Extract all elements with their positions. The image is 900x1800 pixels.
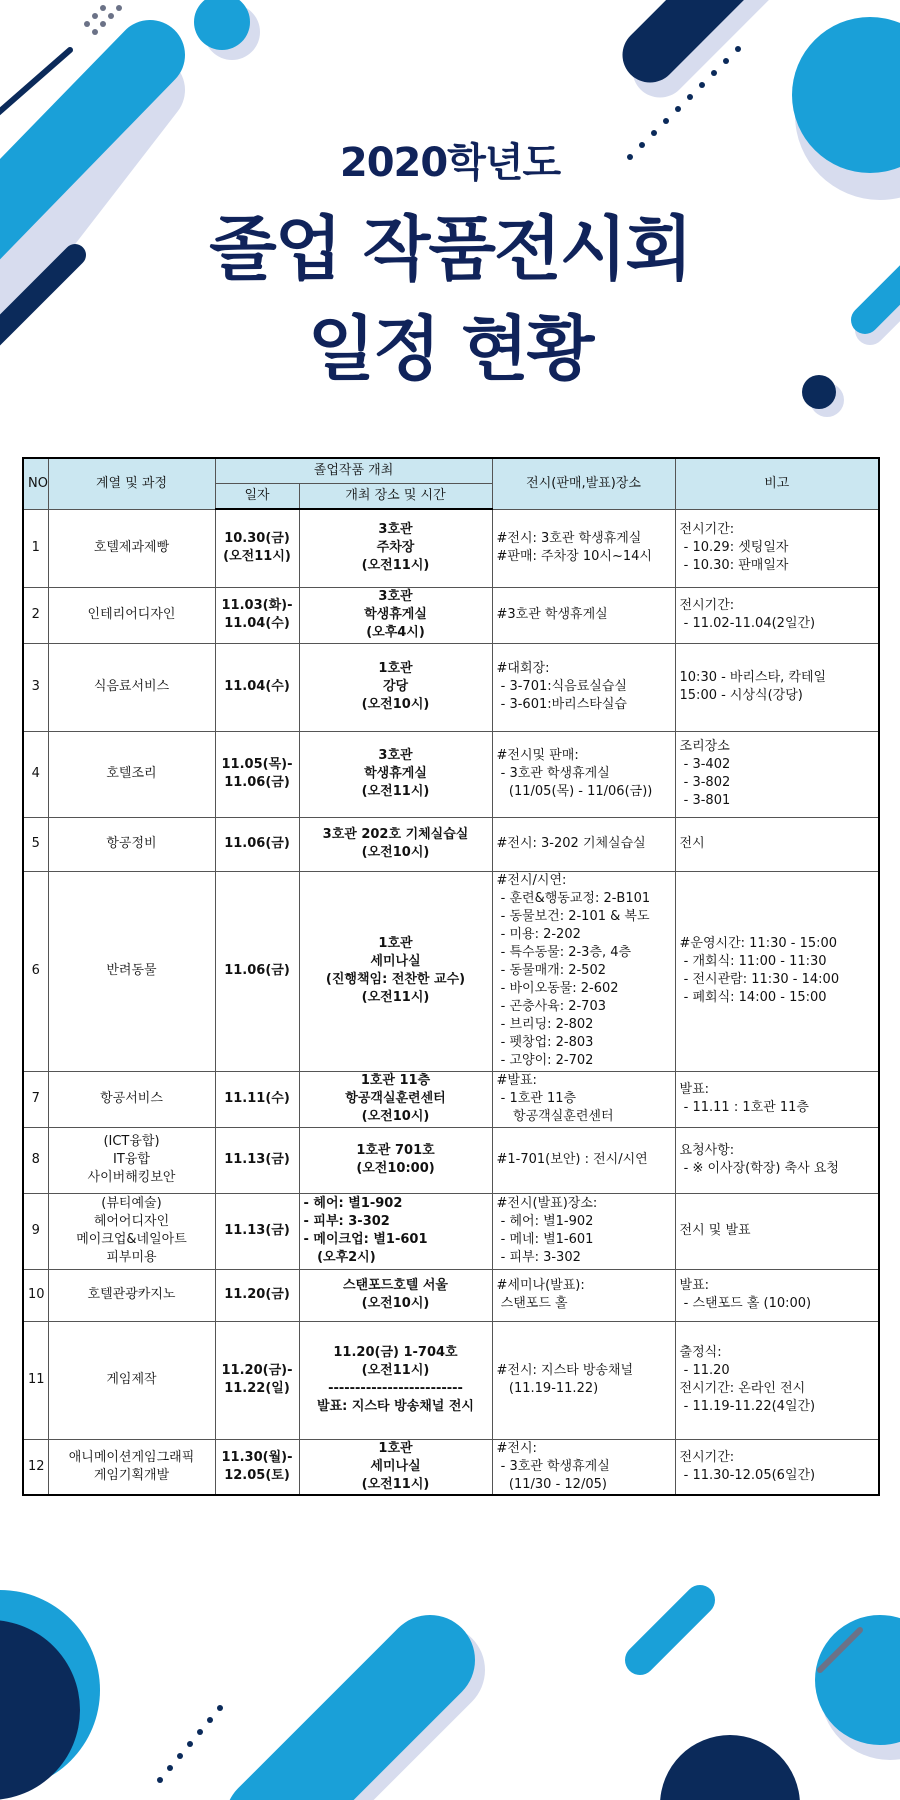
- cell-dept: [48, 731, 215, 817]
- title-sub: 일정 현황: [307, 308, 593, 390]
- cell-date: [215, 817, 299, 871]
- table-row: [23, 643, 879, 731]
- cell-note-line: - 11.11 : 1호관 11층: [679, 1100, 809, 1115]
- cell-date: [215, 1127, 299, 1193]
- cell-place-line: - 3호관 학생휴게실: [496, 766, 610, 781]
- cell-venue-line: - 피부: 3-302: [303, 1214, 390, 1229]
- cell-place-line: - 1호관 11층: [496, 1091, 577, 1106]
- cell-date: [215, 1439, 299, 1495]
- cell-note-line: - 폐회식: 14:00 - 15:00: [679, 990, 827, 1005]
- bottom-right-decoration: [640, 1600, 900, 1800]
- table-row: [23, 1193, 879, 1269]
- cell-venue: [299, 817, 492, 871]
- cell-place-line: #대회장:: [496, 661, 550, 676]
- cell-dept: [48, 1439, 215, 1495]
- cell-venue-line: 3호관: [378, 589, 413, 604]
- cell-no: 12: [23, 1439, 48, 1495]
- cell-place-line: 스탠포드 홀: [496, 1296, 568, 1311]
- cell-dept-line: 헤어어디자인: [93, 1214, 170, 1229]
- cell-note-line: 발표:: [679, 1082, 710, 1097]
- cell-note-line: - 개회식: 11:00 - 11:30: [679, 954, 827, 969]
- cell-venue-line: 학생휴게실: [364, 607, 427, 622]
- cell-dept-line: 호텔조리: [106, 766, 157, 781]
- cell-venue-line: 3호관 202호 기체실습실: [322, 827, 469, 842]
- cell-date-line: 11.20(금): [224, 1287, 290, 1302]
- cell-place: [492, 871, 675, 1071]
- cell-date-line: 11.03(화)-: [221, 598, 293, 613]
- cell-place: [492, 817, 675, 871]
- cell-venue-line: (오전11시): [361, 558, 430, 574]
- cell-place-line: - 곤충사육: 2-703: [496, 999, 606, 1014]
- cell-venue-line: 스탠포드호텔 서울: [343, 1278, 448, 1293]
- cell-venue-line: - 메이크업: 별1-601: [303, 1232, 428, 1247]
- cell-place-line: - 고양이: 2-702: [496, 1053, 594, 1068]
- cell-dept-line: 호텔제과제빵: [93, 540, 170, 555]
- cell-note-line: 전시기간:: [679, 1449, 735, 1465]
- cell-place-line: (11.19-11.22): [496, 1381, 599, 1396]
- cell-note: [675, 1439, 879, 1495]
- cell-dept-line: 식음료서비스: [93, 679, 170, 694]
- cell-dept-line: 인테리어디자인: [87, 607, 176, 622]
- cell-note: [675, 643, 879, 731]
- cell-dept: [48, 1071, 215, 1127]
- schedule-table: [22, 457, 880, 1496]
- title-main: 졸업 작품전시회: [209, 208, 691, 290]
- cell-note: [675, 1193, 879, 1269]
- cell-note-line: - 11.19-11.22(4일간): [679, 1399, 816, 1414]
- cell-no: 9: [23, 1193, 48, 1269]
- table-row: [23, 871, 879, 1071]
- cell-venue-line: (오전10시): [361, 697, 430, 712]
- cell-date-line: 11.06(금): [224, 836, 290, 851]
- header-date: 일자: [215, 484, 299, 510]
- cell-place-line: (11/05(목) - 11/06(금)): [496, 784, 653, 799]
- table-row: [23, 1439, 879, 1495]
- cell-date-line: 12.05(토): [224, 1467, 290, 1483]
- cell-date: [215, 1193, 299, 1269]
- cell-place-line: - 3-701:식음료실습실: [496, 679, 627, 694]
- cell-note-line: - 3-402: [679, 757, 731, 772]
- cell-place-line: - 피부: 3-302: [496, 1250, 581, 1265]
- cell-date: [215, 587, 299, 643]
- cell-date-line: 11.11(수): [224, 1091, 290, 1106]
- cell-venue: [299, 871, 492, 1071]
- cell-no: 1: [23, 509, 48, 587]
- cell-dept-line: 게임기획개발: [93, 1467, 170, 1483]
- cell-place-line: - 특수동물: 2-3층, 4층: [496, 945, 632, 960]
- table-row: [23, 817, 879, 871]
- cell-note: [675, 587, 879, 643]
- cell-no: 11: [23, 1321, 48, 1439]
- cell-dept-line: 피부미용: [106, 1250, 157, 1265]
- cell-note-line: 요청사항:: [679, 1143, 735, 1158]
- cell-place: [492, 731, 675, 817]
- cell-venue-line: (오후4시): [366, 625, 425, 640]
- cell-no: 5: [23, 817, 48, 871]
- cell-place-line: #전시: 3호관 학생휴게실: [496, 531, 642, 546]
- cell-place-line: #판매: 주차장 10시~14시: [496, 549, 652, 564]
- cell-place: [492, 1193, 675, 1269]
- cell-note: [675, 1127, 879, 1193]
- cell-dept-line: 게임제작: [106, 1372, 157, 1387]
- cell-place-line: - 훈련&행동교정: 2-B101: [496, 891, 651, 906]
- cell-venue: [299, 1127, 492, 1193]
- cell-dept: [48, 509, 215, 587]
- cell-place-line: #3호관 학생휴게실: [496, 607, 608, 622]
- cell-place: [492, 509, 675, 587]
- table-row: [23, 509, 879, 587]
- cell-note-line: - 11.30-12.05(6일간): [679, 1467, 816, 1483]
- cell-place-line: #전시/시연:: [496, 873, 567, 888]
- cell-note-line: - 10.29: 셋팅일자: [679, 540, 789, 555]
- cell-venue: [299, 1193, 492, 1269]
- cell-venue: [299, 1269, 492, 1321]
- cell-note: [675, 509, 879, 587]
- title-block: [0, 135, 900, 399]
- header-place: 전시(판매,발표)장소: [492, 458, 675, 509]
- cell-dept: [48, 1193, 215, 1269]
- cell-dept-line: 항공정비: [106, 836, 157, 851]
- table-row: [23, 587, 879, 643]
- cell-no: 8: [23, 1127, 48, 1193]
- cell-note: [675, 817, 879, 871]
- cell-no: 10: [23, 1269, 48, 1321]
- cell-place: [492, 587, 675, 643]
- cell-place-line: #1-701(보안) : 전시/시연: [496, 1152, 648, 1167]
- cell-note: [675, 731, 879, 817]
- cell-place: [492, 1269, 675, 1321]
- cell-venue-line: 주차장: [376, 540, 415, 556]
- bottom-left-decoration: [0, 1590, 440, 1800]
- header-dept: 계열 및 과정: [48, 458, 215, 509]
- cell-date-line: 11.06(금): [224, 963, 290, 978]
- cell-place-line: 항공객실훈련센터: [496, 1109, 614, 1124]
- cell-dept: [48, 643, 215, 731]
- cell-place-line: - 3-601:바리스타실습: [496, 697, 627, 712]
- cell-note-line: - 3-802: [679, 775, 731, 790]
- cell-date: [215, 1321, 299, 1439]
- cell-note-line: 10:30 - 바리스타, 칵테일: [679, 670, 827, 685]
- cell-note: [675, 1269, 879, 1321]
- cell-no: 2: [23, 587, 48, 643]
- cell-dept: [48, 817, 215, 871]
- cell-date: [215, 643, 299, 731]
- cell-dept-line: (뷰티예술): [101, 1196, 162, 1211]
- cell-note-line: 전시기간:: [679, 522, 735, 537]
- cell-place-line: #전시:: [496, 1440, 537, 1456]
- cell-dept-line: IT융합: [113, 1152, 150, 1167]
- cell-venue-line: (오전10시): [361, 845, 430, 860]
- cell-place-line: #발표:: [496, 1073, 537, 1088]
- cell-place: [492, 643, 675, 731]
- cell-venue-line: 세미나실: [370, 954, 421, 969]
- cell-venue-line: (진행책임: 전찬한 교수): [325, 972, 466, 987]
- schedule-table-body: [23, 509, 879, 1495]
- cell-venue-line: 세미나실: [370, 1458, 421, 1474]
- cell-dept: [48, 1269, 215, 1321]
- cell-place-line: - 동물보건: 2-101 & 복도: [496, 909, 650, 924]
- cell-date-line: 11.05(목)-: [221, 757, 293, 772]
- cell-note-line: 전시기간:: [679, 598, 735, 613]
- cell-dept-line: 메이크업&네일아트: [76, 1232, 187, 1247]
- cell-place-line: - 3호관 학생휴게실: [496, 1458, 610, 1474]
- cell-note-line: - 스탠포드 홀 (10:00): [679, 1296, 812, 1311]
- cell-place-line: #전시(발표)장소:: [496, 1196, 598, 1211]
- cell-no: 7: [23, 1071, 48, 1127]
- cell-venue-line: (오전10시): [361, 1109, 430, 1124]
- cell-venue: [299, 1321, 492, 1439]
- cell-dept-line: 사이버해킹보안: [87, 1170, 176, 1185]
- cell-place-line: - 헤어: 별1-902: [496, 1214, 594, 1229]
- cell-no: 3: [23, 643, 48, 731]
- cell-place-line: #전시: 지스타 방송채널: [496, 1363, 634, 1378]
- cell-venue-line: 3호관: [378, 522, 413, 538]
- cell-date-line: 10.30(금): [224, 531, 290, 547]
- cell-venue-line: 11.20(금) 1-704호: [333, 1345, 458, 1360]
- cell-venue-line: (오전10시): [361, 1296, 430, 1311]
- cell-dept-line: 반려동물: [106, 963, 157, 978]
- cell-dept: [48, 1321, 215, 1439]
- cell-note: [675, 1071, 879, 1127]
- table-row: [23, 1071, 879, 1127]
- cell-date-line: (오전11시): [223, 549, 291, 565]
- table-row: [23, 1321, 879, 1439]
- cell-venue: [299, 1439, 492, 1495]
- cell-note-line: 출정식:: [679, 1345, 722, 1360]
- cell-note-line: #운영시간: 11:30 - 15:00: [679, 936, 838, 951]
- cell-note-line: 조리장소: [679, 739, 730, 754]
- header-note: 비고: [675, 458, 879, 509]
- cell-dept: [48, 587, 215, 643]
- cell-venue: [299, 643, 492, 731]
- cell-place-line: - 메네: 별1-601: [496, 1232, 594, 1247]
- cell-note-line: 전시기간: 온라인 전시: [679, 1381, 806, 1396]
- cell-date-line: 11.13(금): [224, 1152, 290, 1167]
- cell-venue-line: - 헤어: 별1-902: [303, 1196, 403, 1211]
- cell-venue: [299, 1071, 492, 1127]
- cell-place-line: #전시및 판매:: [496, 748, 579, 763]
- cell-venue-line: 항공객실훈련센터: [345, 1091, 446, 1106]
- cell-note-line: 발표:: [679, 1278, 710, 1293]
- cell-place-line: (11/30 - 12/05): [496, 1476, 607, 1492]
- cell-date-line: 11.04(수): [224, 679, 290, 694]
- cell-venue: [299, 509, 492, 587]
- cell-note: [675, 871, 879, 1071]
- cell-date: [215, 1269, 299, 1321]
- cell-note: [675, 1321, 879, 1439]
- cell-note-line: - 전시관람: 11:30 - 14:00: [679, 972, 840, 987]
- cell-date: [215, 871, 299, 1071]
- header-no: NO: [23, 458, 48, 509]
- cell-dept-line: (ICT융합): [103, 1134, 160, 1149]
- cell-note-line: 15:00 - 시상식(강당): [679, 688, 803, 703]
- cell-note-line: - 11.02-11.04(2일간): [679, 616, 816, 631]
- cell-no: 6: [23, 871, 48, 1071]
- cell-note-line: 전시 및 발표: [679, 1223, 751, 1238]
- cell-date-line: 11.30(월)-: [221, 1449, 293, 1465]
- cell-note-line: - 11.20: [679, 1363, 730, 1378]
- cell-dept-line: 애니메이션게임그래픽: [68, 1449, 195, 1465]
- cell-venue-line: 강당: [382, 679, 409, 694]
- cell-date-line: 11.22(일): [224, 1381, 290, 1396]
- cell-venue: [299, 731, 492, 817]
- cell-venue-line: (오전11시): [361, 1363, 430, 1378]
- header-event: 졸업작품 개최: [215, 458, 492, 484]
- cell-venue-line: (오전11시): [361, 990, 430, 1005]
- cell-venue-line: (오후2시): [303, 1250, 376, 1265]
- cell-date-line: 11.06(금): [224, 775, 290, 790]
- title-year: 2020학년도: [339, 140, 561, 186]
- cell-venue-line: (오전11시): [361, 1476, 430, 1492]
- cell-date-line: 11.20(금)-: [221, 1363, 293, 1378]
- cell-dept-line: 호텔관광카지노: [87, 1287, 176, 1302]
- cell-place: [492, 1321, 675, 1439]
- cell-place: [492, 1439, 675, 1495]
- cell-venue-line: 1호관 11층: [360, 1073, 431, 1088]
- cell-place-line: - 바이오동물: 2-602: [496, 981, 619, 996]
- cell-venue-line: 1호관: [378, 936, 413, 951]
- header-venue: 개최 장소 및 시간: [299, 484, 492, 510]
- cell-place-line: #전시: 3-202 기체실습실: [496, 836, 646, 851]
- cell-venue-line: (오전11시): [361, 784, 430, 799]
- cell-venue-line: 발표: 지스타 방송채널 전시: [317, 1399, 474, 1414]
- cell-venue-line: 3호관: [378, 748, 413, 763]
- cell-date: [215, 509, 299, 587]
- table-row: [23, 1127, 879, 1193]
- cell-place-line: #세미나(발표):: [496, 1278, 585, 1293]
- cell-no: 4: [23, 731, 48, 817]
- cell-dept: [48, 1127, 215, 1193]
- table-row: [23, 1269, 879, 1321]
- cell-place-line: - 미용: 2-202: [496, 927, 581, 942]
- cell-dept-line: 항공서비스: [100, 1091, 163, 1106]
- cell-place-line: - 동물매개: 2-502: [496, 963, 606, 978]
- cell-date: [215, 731, 299, 817]
- cell-dept: [48, 871, 215, 1071]
- cell-place: [492, 1127, 675, 1193]
- cell-date-line: 11.04(수): [224, 616, 290, 631]
- cell-note-line: - 10.30: 판매일자: [679, 558, 789, 573]
- cell-venue-line: 학생휴게실: [364, 766, 427, 781]
- cell-venue: [299, 587, 492, 643]
- cell-place: [492, 1071, 675, 1127]
- cell-date: [215, 1071, 299, 1127]
- cell-venue-line: 1호관: [378, 661, 413, 676]
- schedule-table-container: [22, 457, 878, 1496]
- cell-note-line: 전시: [679, 836, 705, 851]
- cell-note-line: - 3-801: [679, 793, 731, 808]
- cell-venue-line: 1호관: [378, 1440, 413, 1456]
- table-row: [23, 731, 879, 817]
- cell-date-line: 11.13(금): [224, 1223, 290, 1238]
- cell-place-line: - 펫창업: 2-803: [496, 1035, 594, 1050]
- cell-venue-line: (오전10:00): [356, 1161, 435, 1176]
- cell-venue-line: 1호관 701호: [356, 1143, 435, 1158]
- cell-place-line: - 브리딩: 2-802: [496, 1017, 594, 1032]
- cell-venue-line: -------------------------: [328, 1381, 463, 1396]
- cell-note-line: - ※ 이사장(학장) 축사 요청: [679, 1161, 839, 1176]
